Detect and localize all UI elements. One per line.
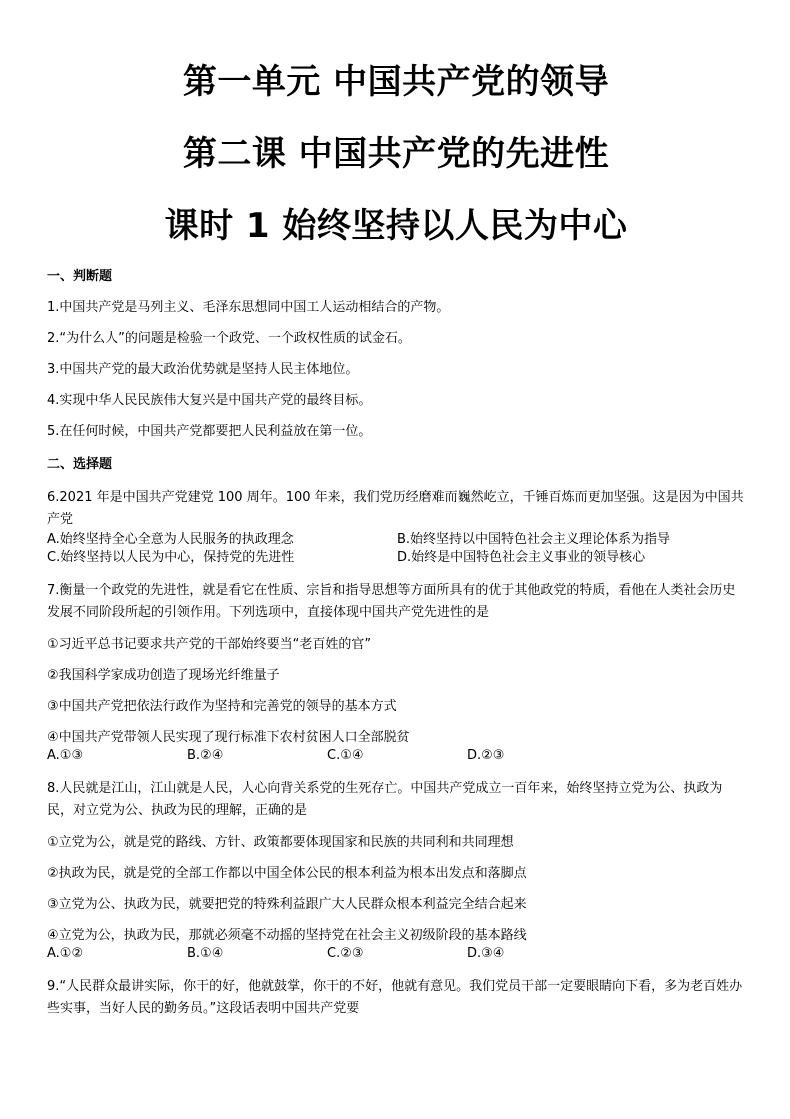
q8-statement-4: ④立党为公，执政为民，那就必须毫不动摇的坚持党在社会主义初级阶段的基本路线 xyxy=(47,928,527,943)
question-3: 3.中国共产党的最大政治优势就是坚持人民主体地位。 xyxy=(47,362,359,377)
section-heading-multiple-choice: 二、选择题 xyxy=(47,457,113,472)
q6-option-a: A.始终坚持全心全意为人民服务的执政理念 xyxy=(47,532,294,547)
period-title: 课时 1 始终坚持以人民为中心 xyxy=(164,206,628,246)
q7-statement-3: ③中国共产党把依法行政作为坚持和完善党的领导的基本方式 xyxy=(47,699,397,714)
unit-title: 第一单元 中国共产党的领导 xyxy=(182,62,610,102)
question-7-options xyxy=(47,747,745,765)
question-4: 4.实现中华人民民族伟大复兴是中国共产党的最终目标。 xyxy=(47,393,372,408)
section-heading-true-false: 一、判断题 xyxy=(47,269,113,284)
question-8-stem: 8.人民就是江山，江山就是人民，人心向背关系党的生死存亡。中国共产党成立一百年来，始终坚持立党为公、执政为民，对立党为公、执政为民的理解，正确的是 xyxy=(47,781,723,818)
q7-statement-1: ①习近平总书记要求共产党的干部始终要当“老百姓的官” xyxy=(47,637,372,652)
q8-statement-2: ②执政为民，就是党的全部工作都以中国全体公民的根本利益为根本出发点和落脚点 xyxy=(47,866,527,881)
q6-option-b: B.始终坚持以中国特色社会主义理论体系为指导 xyxy=(397,532,671,547)
question-6-options-row-1 xyxy=(47,531,745,549)
question-6-stem: 6.2021 年是中国共产党建党 100 周年。100 年来，我们党历经磨难而巍然屹立，千锤百炼而更加坚强。这是因为中国共产党 xyxy=(47,490,744,527)
q6-option-c: C.始终坚持以人民为中心，保持党的先进性 xyxy=(47,550,295,565)
q8-statement-3: ③立党为公、执政为民，就要把党的特殊利益跟广大人民群众根本利益完全结合起来 xyxy=(47,897,527,912)
question-6-options-row-2 xyxy=(47,549,745,567)
q6-option-d: D.始终是中国特色社会主义事业的领导核心 xyxy=(397,550,646,565)
q8-option-a: A.①② xyxy=(47,946,84,961)
question-5: 5.在任何时候，中国共产党都要把人民利益放在第一位。 xyxy=(47,424,372,439)
q7-option-d: D.②③ xyxy=(467,748,505,763)
q7-option-c: C.①④ xyxy=(327,748,364,763)
q8-option-d: D.③④ xyxy=(467,946,505,961)
q8-option-c: C.②③ xyxy=(327,946,364,961)
q7-option-a: A.①③ xyxy=(47,748,84,763)
question-7-stem: 7.衡量一个政党的先进性，就是看它在性质、宗旨和指导思想等方面所具有的优于其他政党的特质，看他在人类社会历史发展不同阶段所起的引领作用。下列选项中，直接体现中国共产党先进性的是 xyxy=(47,583,736,620)
question-1: 1.中国共产党是马列主义、毛泽东思想同中国工人运动相结合的产物。 xyxy=(47,300,450,315)
question-9-stem: 9.“人民群众最讲实际，你干的好，他就鼓掌，你干的不好，他就有意见。我们党员干部一定要眼睛向下看，多为老百姓办些实事，当好人民的勤务员。”这段话表明中国共产党要 xyxy=(47,979,743,1016)
q7-option-b: B.②④ xyxy=(187,748,224,763)
question-8-options xyxy=(47,945,745,963)
q8-statement-1: ①立党为公，就是党的路线、方针、政策都要体现国家和民族的共同利和共同理想 xyxy=(47,835,514,850)
q7-statement-2: ②我国科学家成功创造了现场光纤维量子 xyxy=(47,668,280,683)
question-2: 2.“为什么人”的问题是检验一个政党、一个政权性质的试金石。 xyxy=(47,331,411,346)
q7-statement-4: ④中国共产党带领人民实现了现行标准下农村贫困人口全部脱贫 xyxy=(47,730,410,745)
lesson-title: 第二课 中国共产党的先进性 xyxy=(182,134,610,174)
q8-option-b: B.①④ xyxy=(187,946,224,961)
